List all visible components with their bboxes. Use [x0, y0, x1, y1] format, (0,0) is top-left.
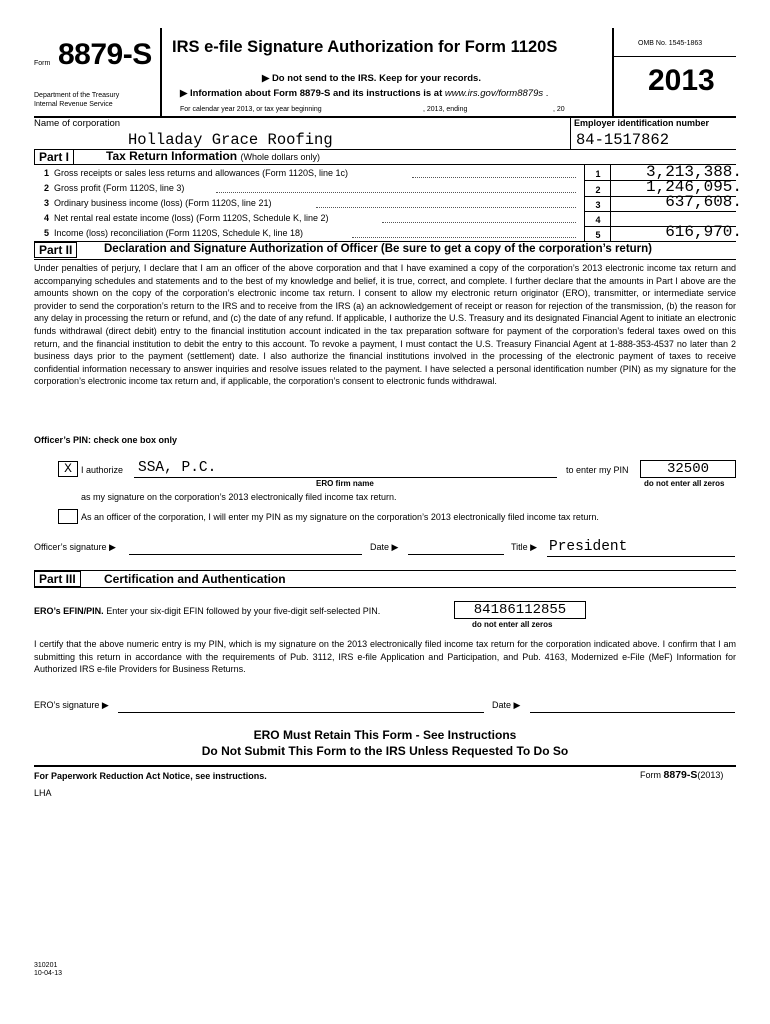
authorize-ero-checkbox[interactable]: X [58, 461, 78, 477]
line-num: 2 [44, 183, 50, 193]
line-box-number: 4 [584, 212, 611, 227]
ero-firm-label: ERO firm name [316, 479, 374, 488]
tax-year: 2013 [648, 64, 715, 97]
info-notice [180, 88, 548, 99]
officer-title-label: Title ▶ [511, 542, 538, 552]
form-word: Form [34, 60, 51, 67]
form-code: 310201 [34, 962, 58, 969]
efin-label [34, 606, 380, 616]
to-enter-pin-text: to enter my PIN [566, 465, 629, 475]
form-ref-year: (2013) [697, 770, 724, 780]
part2-title: Declaration and Signature Authorization of Officer (Be sure to get a copy of the corporation’s return) [104, 243, 653, 255]
officer-date-label: Date ▶ [370, 542, 399, 552]
line-num: 5 [44, 228, 50, 238]
officer-signature-label: Officer’s signature ▶ [34, 542, 116, 552]
line-amount[interactable]: 1,246,095. [645, 178, 742, 196]
part2-tag: Part II [34, 242, 77, 258]
form-title: IRS e-file Signature Authorization for Form 1120S [172, 38, 558, 56]
officer-enter-pin-checkbox[interactable] [58, 509, 78, 524]
info-suffix: . [545, 88, 549, 99]
certify-paragraph: I certify that the above numeric entry is my PIN, which is my signature on the 2013 electronically filed income tax return for the corporation indicated above. I confirm that I am submitting this return in accordance with the requirements of Pub. 3112, IRS e-file Application and Participation, and Pub. 4163, Modernized e-File (MeF) Information for Authorized IRS e-file Providers for Business Returns. [34, 639, 736, 675]
do-not-submit-notice: Do Not Submit This Form to the IRS Unless Requested To Do So [201, 744, 569, 758]
part3-tag: Part III [34, 571, 81, 587]
info-prefix: ▶ Information about Form 8879-S and its instructions is at [180, 88, 443, 99]
line-label: Ordinary business income (loss) (Form 1120S, line 21) [54, 198, 272, 208]
declaration-paragraph: Under penalties of perjury, I declare that I am an officer of the above corporation and that I have examined a copy of the corporation’s 2013 electronic income tax return and accompanying schedules and statements and to the best of my knowledge and belief, it is true, correct, and complete. I further declare that the amounts in Part I above are the amounts shown on the copy of the corporation’s electronic income tax return. I consent to allow my electronic return originator (ERO), transmitter, or intermediate service provider to send the corporation’s return to the IRS and to receive from the IRS (a) an acknowledgement of receipt or reason for rejection of the transmission, (b) the reason for any delay in processing the return or refund, and (c) the date of any refund. If applicable, I authorize the U.S. Treasury and its designated Financial Agent to initiate an electronic funds withdrawal (direct debit) entry to the financial institution account indicated in the tax preparation software for payment of the corporation’s federal taxes owed on this return, and the financial institution to debit the entry to this account. To revoke a payment, I must contact the U.S. Treasury Financial Agent at 1-888-353-4537 no later than 2 business days prior to the payment (settlement) date. I also authorize the financial institutions involved in the processing of the electronic payment of taxes to receive confidential information necessary to answer inquiries and resolve issues related to the payment. I have selected a personal identification number (PIN) as my signature for the corporation’s electronic income tax return and, if applicable, the corporation’s consent to electronic funds withdrawal. [34, 263, 736, 387]
form-number: 8879-S [58, 38, 152, 71]
line-label: Gross receipts or sales less returns and allowances (Form 1120S, line 1c) [54, 168, 348, 178]
pin-note: do not enter all zeros [644, 479, 725, 488]
efin-pin-field[interactable]: 84186112855 [454, 601, 586, 619]
line-label: Income (loss) reconciliation (Form 1120S, Schedule K, line 18) [54, 228, 303, 238]
officer-pin-heading: Officer’s PIN: check one box only [34, 435, 178, 445]
ending-text: , 2013, ending [423, 106, 468, 113]
part1-title-text: Tax Return Information [106, 149, 238, 163]
line-box-number: 1 [584, 166, 611, 181]
line-label: Net rental real estate income (loss) (Form 1120S, Schedule K, line 2) [54, 213, 329, 223]
officer-date-line[interactable] [408, 554, 504, 555]
irs-url-link[interactable]: www.irs.gov/form8879s [444, 88, 544, 99]
line-box-number: 5 [584, 227, 611, 242]
year-twenty: , 20 [553, 106, 565, 113]
i-authorize-text: I authorize [81, 465, 124, 475]
line-amount[interactable]: 3,213,388. [645, 163, 742, 181]
line-num: 4 [44, 213, 50, 223]
officer-title-value[interactable]: President [549, 539, 628, 555]
irs-name: Internal Revenue Service [34, 101, 113, 108]
part3-title: Certification and Authentication [104, 572, 286, 586]
part1-subtitle: (Whole dollars only) [240, 152, 320, 162]
line-amount[interactable]: 637,608. [665, 193, 742, 211]
ero-date-line[interactable] [530, 712, 735, 713]
paperwork-notice: For Paperwork Reduction Act Notice, see instructions. [34, 771, 267, 781]
line-num: 1 [44, 168, 50, 178]
ein-value[interactable]: 84-1517862 [576, 131, 670, 149]
line-box-number: 2 [584, 182, 611, 197]
ero-signature-line[interactable] [118, 712, 484, 713]
officer-pin-field[interactable]: 32500 [640, 460, 736, 478]
form-reference [640, 769, 723, 781]
efin-label-bold: ERO’s EFIN/PIN. [34, 606, 104, 616]
option1-suffix: as my signature on the corporation’s 2013 electronically filed income tax return. [81, 492, 397, 502]
part1-title [106, 149, 320, 163]
do-not-send-notice: ▶ Do not send to the IRS. Keep for your records. [262, 73, 481, 84]
line-amount[interactable]: 616,970. [665, 223, 742, 241]
option2-text: As an officer of the corporation, I will enter my PIN as my signature on the corporation’s 2013 electronically filed income tax return. [81, 512, 599, 522]
part1-tag: Part I [34, 149, 74, 165]
ero-firm-value[interactable]: SSA, P.C. [138, 460, 217, 476]
corp-name-value[interactable]: Holladay Grace Roofing [128, 131, 333, 149]
ero-date-label: Date ▶ [492, 700, 521, 710]
line-num: 3 [44, 198, 50, 208]
retain-notice: ERO Must Retain This Form - See Instructions [253, 728, 517, 742]
ein-label: Employer identification number [574, 118, 710, 128]
dept-treasury: Department of the Treasury [34, 92, 120, 99]
omb-number: OMB No. 1545-1863 [638, 40, 703, 47]
efin-label-rest: Enter your six-digit EFIN followed by your five-digit self-selected PIN. [106, 606, 381, 616]
line-label: Gross profit (Form 1120S, line 3) [54, 183, 185, 193]
form-code-date: 10-04-13 [34, 970, 63, 977]
officer-signature-line[interactable] [129, 554, 362, 555]
form-ref-prefix: Form [640, 770, 661, 780]
corp-name-label: Name of corporation [34, 118, 121, 129]
lha-text: LHA [34, 788, 52, 798]
efin-note: do not enter all zeros [472, 620, 553, 629]
form-ref-number: 8879-S [663, 769, 698, 781]
calendar-year-text: For calendar year 2013, or tax year beginning [180, 106, 322, 113]
ero-signature-label: ERO’s signature ▶ [34, 700, 109, 710]
line-box-number: 3 [584, 197, 611, 212]
